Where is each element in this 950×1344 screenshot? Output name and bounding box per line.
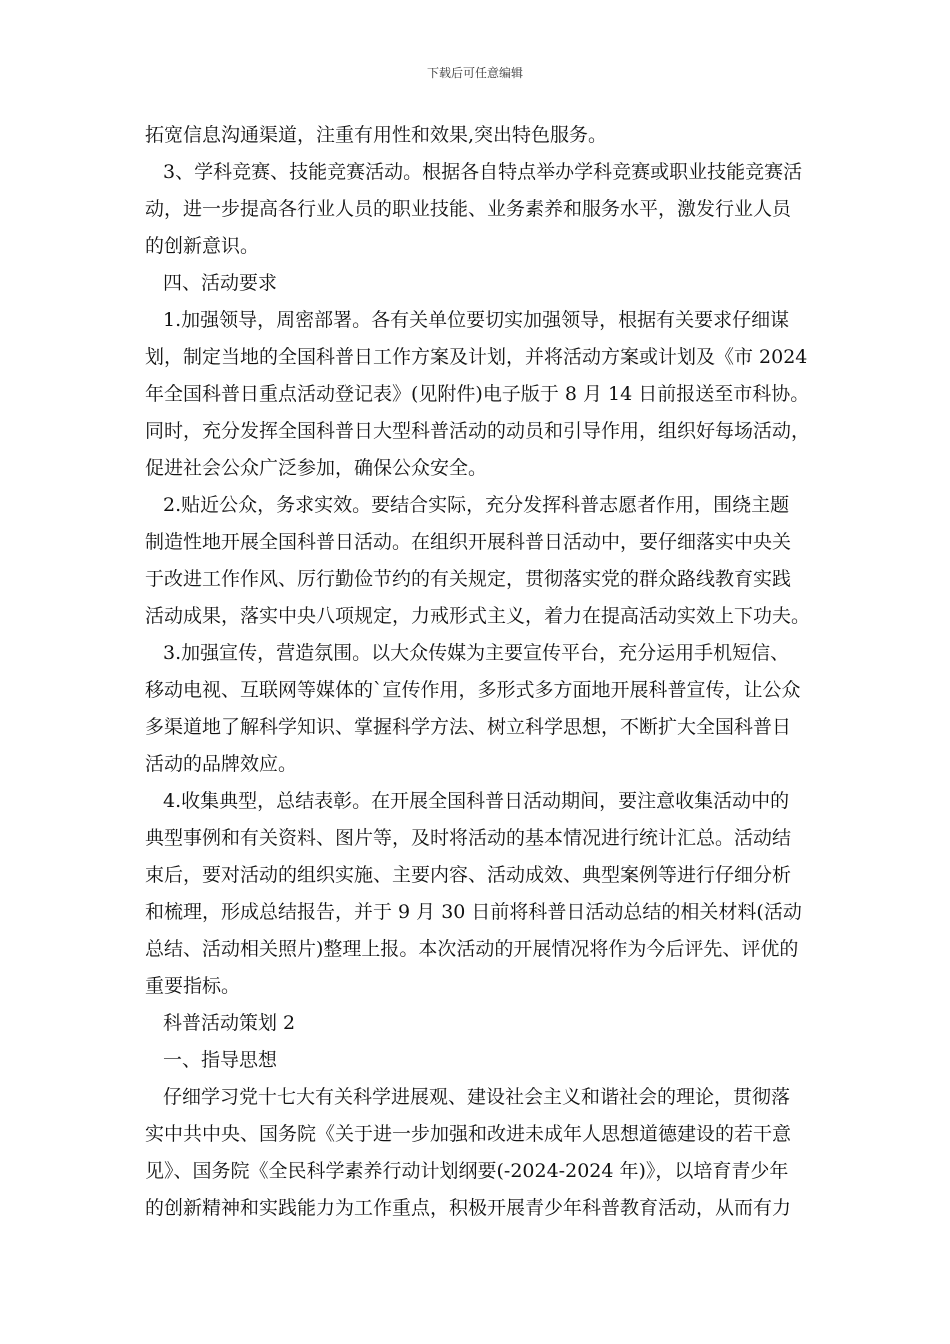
text-line: 科普活动策划 2	[163, 1012, 296, 1034]
text-line: 活动的品牌效应。	[145, 753, 298, 775]
text-line: 的创新精神和实践能力为工作重点，积极开展青少年科普教育活动，从而有力	[145, 1197, 792, 1219]
text-line: 1.加强领导，周密部署。各有关单位要切实加强领导，根据有关要求仔细谋	[163, 309, 790, 331]
document-body	[145, 117, 825, 1227]
text-line: 年全国科普日重点活动登记表》(见附件)电子版于 8 月 14 日前报送至市科协。	[145, 383, 810, 405]
text-line: 一、指导思想	[163, 1049, 278, 1071]
text-line: 移动电视、互联网等媒体的`宣传作用，多形式多方面地开展科普宣传，让公众	[145, 679, 801, 701]
text-line: 和梳理，形成总结报告，并于 9 月 30 日前将科普日活动总结的相关材料(活动	[145, 901, 802, 923]
text-line: 4.收集典型，总结表彰。在开展全国科普日活动期间，要注意收集活动中的	[163, 790, 790, 812]
text-line: 束后，要对活动的组织实施、主要内容、活动成效、典型案例等进行仔细分析	[145, 864, 792, 886]
text-line: 典型事例和有关资料、图片等，及时将活动的基本情况进行统计汇总。活动结	[145, 827, 792, 849]
text-line: 总结、活动相关照片)整理上报。本次活动的开展情况将作为今后评先、评优的	[145, 938, 799, 960]
text-line: 制造性地开展全国科普日活动。在组织开展科普日活动中，要仔细落实中央关	[145, 531, 792, 553]
text-line: 于改进工作作风、厉行勤俭节约的有关规定，贯彻落实党的群众路线教育实践	[145, 568, 792, 590]
text-line: 实中共中央、国务院《关于进一步加强和改进未成年人思想道德建设的若干意	[145, 1123, 792, 1145]
text-line: 四、活动要求	[163, 272, 278, 294]
text-line: 见》、国务院《全民科学素养行动计划纲要(-2024-2024 年)》，以培育青少年	[145, 1160, 789, 1182]
text-line: 同时，充分发挥全国科普日大型科普活动的动员和引导作用，组织好每场活动，	[145, 420, 811, 442]
text-line: 3、学科竞赛、技能竞赛活动。根据各自特点举办学科竞赛或职业技能竞赛活	[163, 161, 803, 183]
text-line: 仔细学习党十七大有关科学进展观、建设社会主义和谐社会的理论，贯彻落	[163, 1086, 791, 1108]
text-line: 2.贴近公众，务求实效。要结合实际，充分发挥科普志愿者作用，围绕主题	[163, 494, 790, 516]
text-line: 动，进一步提高各行业人员的职业技能、业务素养和服务水平，激发行业人员	[145, 198, 792, 220]
text-line: 促进社会公众广泛参加，确保公众安全。	[145, 457, 488, 479]
text-line: 划，制定当地的全国科普日工作方案及计划，并将活动方案或计划及《市 2024	[145, 346, 808, 368]
text-line: 多渠道地了解科学知识、掌握科学方法、树立科学思想，不断扩大全国科普日	[145, 716, 792, 738]
text-line: 拓宽信息沟通渠道，注重有用性和效果,突出特色服务。	[145, 124, 608, 146]
text-line: 活动成果，落实中央八项规定，力戒形式主义，着力在提高活动实效上下功夫。	[145, 605, 811, 627]
text-line: 3.加强宣传，营造氛围。以大众传媒为主要宣传平台，充分运用手机短信、	[163, 642, 790, 664]
page-header: 下载后可任意编辑	[426, 66, 523, 80]
text-line: 重要指标。	[145, 975, 241, 997]
text-line: 的创新意识。	[145, 235, 260, 257]
